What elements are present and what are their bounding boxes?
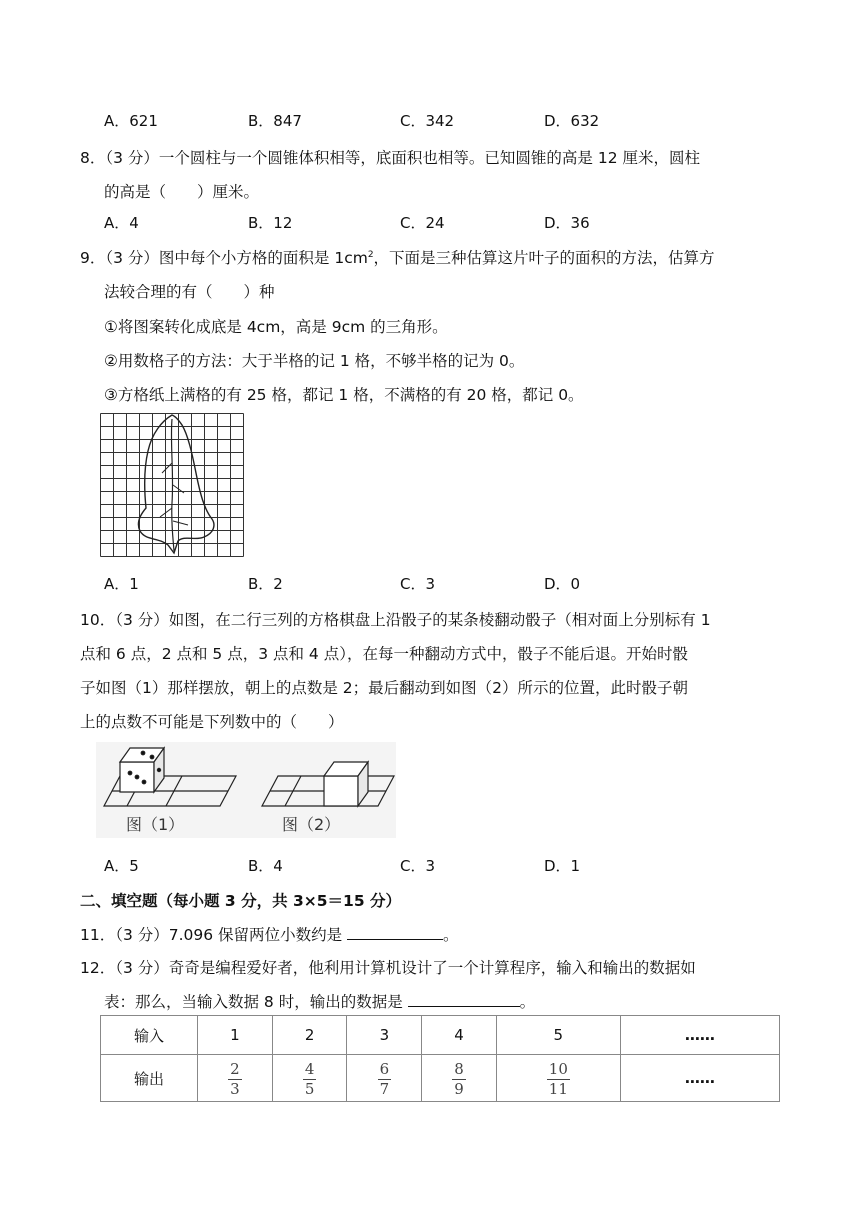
q9-method3: ③方格纸上满格的有 25 格，都记 1 格，不满格的有 20 格，都记 0。 (104, 386, 584, 404)
q10-option-b: B．4 (248, 857, 283, 875)
output-cell (347, 1055, 422, 1102)
q9-option-d: D．0 (544, 575, 581, 593)
dice-figures (96, 742, 396, 838)
output-row (101, 1055, 780, 1102)
output-cell (496, 1055, 620, 1102)
leaf-grid-figure (100, 413, 244, 557)
q7-option-c: C．342 (400, 112, 455, 130)
q9-method2: ②用数格子的方法：大于半格的记 1 格，不够半格的记为 0。 (104, 352, 525, 370)
q8-line2: 的高是（ ）厘米。 (104, 183, 260, 201)
q11-end: 。 (443, 926, 459, 944)
input-cell: 1 (198, 1016, 273, 1055)
fraction: $\frac{2}{3}$ (230, 1059, 240, 1098)
output-cell: …… (620, 1055, 779, 1102)
input-cell: 3 (347, 1016, 422, 1055)
output-cell (272, 1055, 347, 1102)
q12-text: 表：那么，当输入数据 8 时，输出的数据是 (104, 993, 408, 1011)
q9-line2: 法较合理的有（ ）种 (104, 283, 275, 301)
q10-line2: 点和 6 点，2 点和 5 点，3 点和 4 点），在每一种翻动方式中，骰子不能后退。开始时骰 (80, 645, 688, 663)
q8-option-b: B．12 (248, 214, 293, 232)
leaf-vein-branch (160, 463, 188, 525)
input-cell: …… (620, 1016, 779, 1055)
fraction: $\frac{4}{5}$ (304, 1059, 315, 1098)
section2-title: 二、填空题（每小题 3 分，共 3×5＝15 分） (80, 892, 401, 910)
input-label: 输入 (101, 1016, 198, 1055)
q11-answer-blank[interactable] (347, 939, 443, 940)
q12-line1: 12．（3 分）奇奇是编程爱好者，他利用计算机设计了一个计算程序，输入和输出的数据如 (80, 959, 696, 977)
q10-line3: 子如图（1）那样摆放，朝上的点数是 2；最后翻动到如图（2）所示的位置，此时骰子朝 (80, 679, 689, 697)
q8-option-d: D．36 (544, 214, 590, 232)
q7-option-d: D．632 (544, 112, 600, 130)
q9-option-a: A．1 (104, 575, 139, 593)
input-cell: 4 (422, 1016, 497, 1055)
q11-line (80, 923, 459, 945)
output-cell (198, 1055, 273, 1102)
figure1-die (120, 748, 164, 792)
q8-option-a: A．4 (104, 214, 139, 232)
figure2-die (324, 762, 368, 806)
figure1-caption: 图（1） (126, 815, 185, 834)
q9-superscript: 2 (367, 249, 374, 260)
q9-option-b: B．2 (248, 575, 283, 593)
q10-line1: 10．（3 分）如图，在二行三列的方格棋盘上沿骰子的某条棱翻动骰子（相对面上分别标有 1 (80, 611, 711, 629)
fraction: $\frac{8}{9}$ (454, 1059, 464, 1098)
q9-line1-a: 9．（3 分）图中每个小方格的面积是 1cm (80, 249, 368, 267)
q10-option-a: A．5 (104, 857, 139, 875)
figure2-caption: 图（2） (282, 815, 341, 834)
q9-line1-b: ，下面是三种估算这片叶子的面积的方法，估算方 (373, 249, 715, 267)
q10-line4: 上的点数不可能是下列数中的（ ） (80, 713, 344, 731)
fraction: $\frac{10}{11}$ (548, 1059, 568, 1098)
fraction: $\frac{6}{7}$ (379, 1059, 390, 1098)
q8-option-c: C．24 (400, 214, 445, 232)
input-cell: 2 (272, 1016, 347, 1055)
q9-line1 (80, 246, 715, 268)
q12-end: 。 (519, 993, 536, 1011)
q10-option-d: D．1 (544, 857, 581, 875)
q9-method1: ①将图案转化成底是 4cm，高是 9cm 的三角形。 (104, 318, 448, 336)
q11-text: 11．（3 分）7.096 保留两位小数约是 (80, 926, 347, 944)
input-cell: 5 (496, 1016, 620, 1055)
q8-line1: 8．（3 分）一个圆柱与一个圆锥体积相等，底面积也相等。已知圆锥的高是 12 厘米，圆柱 (80, 149, 700, 167)
output-cell (422, 1055, 497, 1102)
q10-option-c: C．3 (400, 857, 436, 875)
q12-answer-blank[interactable] (408, 1006, 520, 1007)
q9-option-c: C．3 (400, 575, 436, 593)
io-table (100, 1015, 780, 1102)
output-label: 输出 (101, 1055, 198, 1102)
leaf-outline (138, 415, 214, 553)
q7-option-a: A．621 (104, 112, 158, 130)
q7-option-b: B．847 (248, 112, 302, 130)
input-row (101, 1016, 780, 1055)
q12-line2 (104, 990, 535, 1012)
